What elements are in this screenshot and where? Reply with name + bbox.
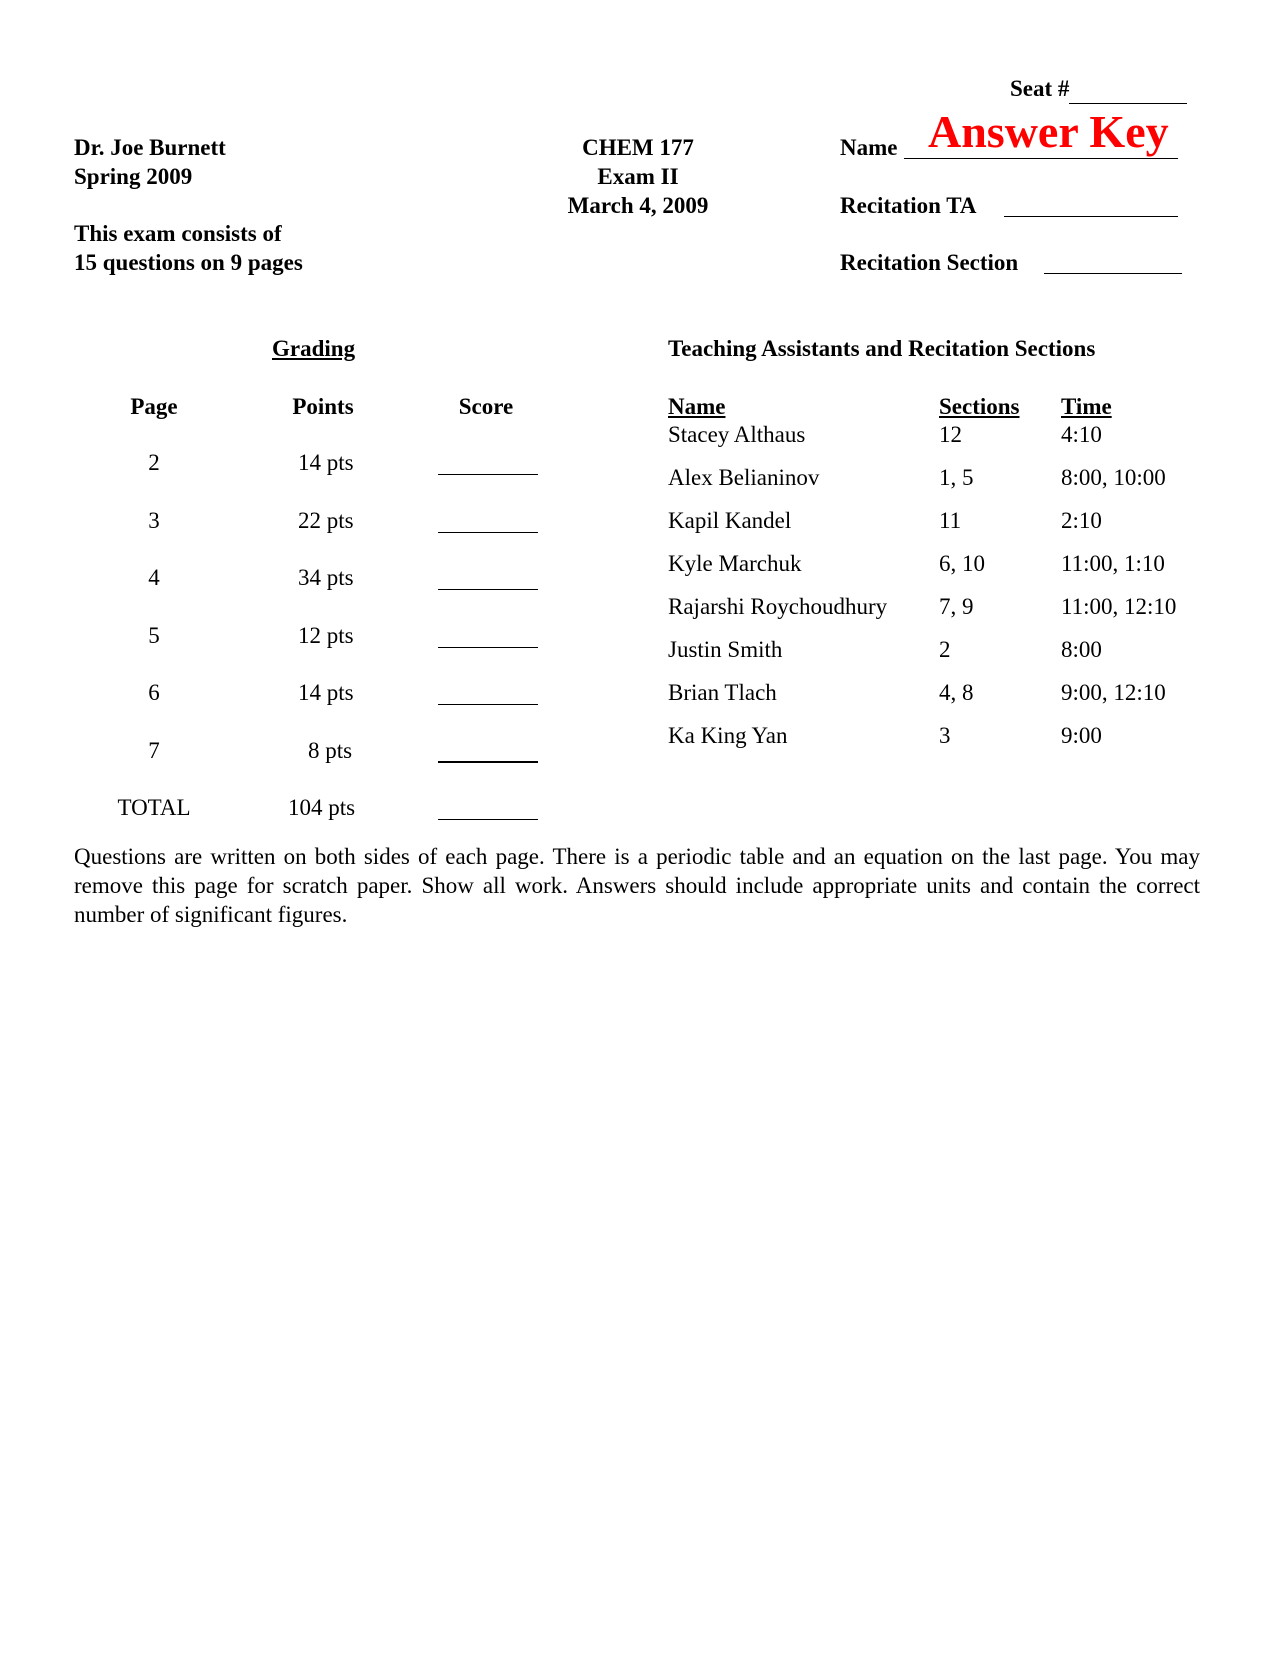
- grading-row-points: 14 pts: [298, 680, 354, 705]
- grading-header-page: Page: [130, 394, 178, 419]
- grading-row-points: 14 pts: [298, 450, 354, 475]
- ta-row-name: Justin Smith: [668, 637, 783, 662]
- ta-row-name: Kapil Kandel: [668, 508, 792, 533]
- grading-row-page: 5: [148, 623, 160, 648]
- score-blank[interactable]: [438, 474, 538, 475]
- total-score-blank[interactable]: [438, 819, 538, 820]
- recitation-section-label: Recitation Section: [840, 250, 1019, 275]
- grading-title: Grading: [272, 336, 356, 361]
- course-code: CHEM 177: [582, 135, 694, 160]
- grading-row-page: 7: [148, 738, 160, 763]
- ta-table-title: Teaching Assistants and Recitation Sections: [668, 336, 1096, 361]
- grading-row-points: 22 pts: [298, 508, 354, 533]
- recitation-section-field: [840, 248, 1018, 277]
- ta-row-time: 11:00, 1:10: [1061, 551, 1165, 576]
- ta-row-sections: 1, 5: [939, 465, 974, 490]
- term: Spring 2009: [74, 164, 193, 189]
- ta-row-time: 9:00: [1061, 723, 1102, 748]
- exam-number: Exam II: [597, 164, 679, 189]
- seat-field: [1010, 74, 1187, 104]
- score-blank[interactable]: [438, 532, 538, 533]
- ta-header-sections: Sections: [939, 394, 1020, 419]
- name-label: Name: [840, 135, 898, 160]
- seat-label: Seat #: [1010, 76, 1070, 101]
- seat-blank[interactable]: [1069, 74, 1187, 104]
- score-blank[interactable]: [438, 761, 538, 763]
- instructor-name: Dr. Joe Burnett: [74, 135, 226, 160]
- recitation-ta-label: Recitation TA: [840, 193, 977, 218]
- grading-row-page: 2: [148, 450, 160, 475]
- ta-header-name: Name: [668, 394, 726, 419]
- ta-row-time: 11:00, 12:10: [1061, 594, 1177, 619]
- grading-row-points: 8 pts: [308, 738, 353, 763]
- exam-date: March 4, 2009: [567, 193, 709, 218]
- name-blank[interactable]: [904, 158, 1178, 159]
- score-blank[interactable]: [438, 704, 538, 705]
- exam-info-line2: 15 questions on 9 pages: [74, 250, 303, 275]
- ta-row-name: Ka King Yan: [668, 723, 788, 748]
- ta-row-name: Alex Belianinov: [668, 465, 820, 490]
- exam-instructions: Questions are written on both sides of each page. There is a periodic table and an equation on the last page. You may remove this page for scratch paper. Show all work. Answers should include appropriate units and contain the correct number of significant figures.: [74, 844, 1200, 927]
- grading-row-page: 6: [148, 680, 160, 705]
- grading-total-label: TOTAL: [117, 795, 191, 820]
- answer-key-stamp: Answer Key: [928, 106, 1169, 157]
- ta-row-name: Rajarshi Roychoudhury: [668, 594, 888, 619]
- grading-row-page: 3: [148, 508, 160, 533]
- ta-row-name: Brian Tlach: [668, 680, 777, 705]
- grading-header-score: Score: [458, 394, 514, 419]
- recitation-ta-field: [840, 191, 977, 220]
- exam-info-line1: This exam consists of: [74, 221, 282, 246]
- ta-row-time: 2:10: [1061, 508, 1102, 533]
- recitation-ta-blank[interactable]: [1004, 216, 1178, 217]
- grading-row-page: 4: [148, 565, 160, 590]
- ta-row-time: 8:00, 10:00: [1061, 465, 1166, 490]
- ta-row-sections: 2: [939, 637, 951, 662]
- ta-row-time: 8:00: [1061, 637, 1102, 662]
- ta-row-sections: 3: [939, 723, 951, 748]
- score-blank[interactable]: [438, 589, 538, 590]
- ta-row-sections: 7, 9: [939, 594, 974, 619]
- recitation-section-blank[interactable]: [1044, 273, 1182, 274]
- ta-row-sections: 12: [939, 422, 962, 447]
- ta-row-sections: 11: [939, 508, 962, 533]
- ta-row-sections: 6, 10: [939, 551, 985, 576]
- ta-row-sections: 4, 8: [939, 680, 974, 705]
- grading-total-points: 104 pts: [288, 795, 356, 820]
- ta-row-name: Kyle Marchuk: [668, 551, 802, 576]
- score-blank[interactable]: [438, 647, 538, 648]
- grading-header-points: Points: [292, 394, 354, 419]
- ta-row-time: 4:10: [1061, 422, 1102, 447]
- ta-row-name: Stacey Althaus: [668, 422, 806, 447]
- ta-header-time: Time: [1061, 394, 1112, 419]
- grading-row-points: 34 pts: [298, 565, 354, 590]
- ta-row-time: 9:00, 12:10: [1061, 680, 1166, 705]
- grading-row-points: 12 pts: [298, 623, 354, 648]
